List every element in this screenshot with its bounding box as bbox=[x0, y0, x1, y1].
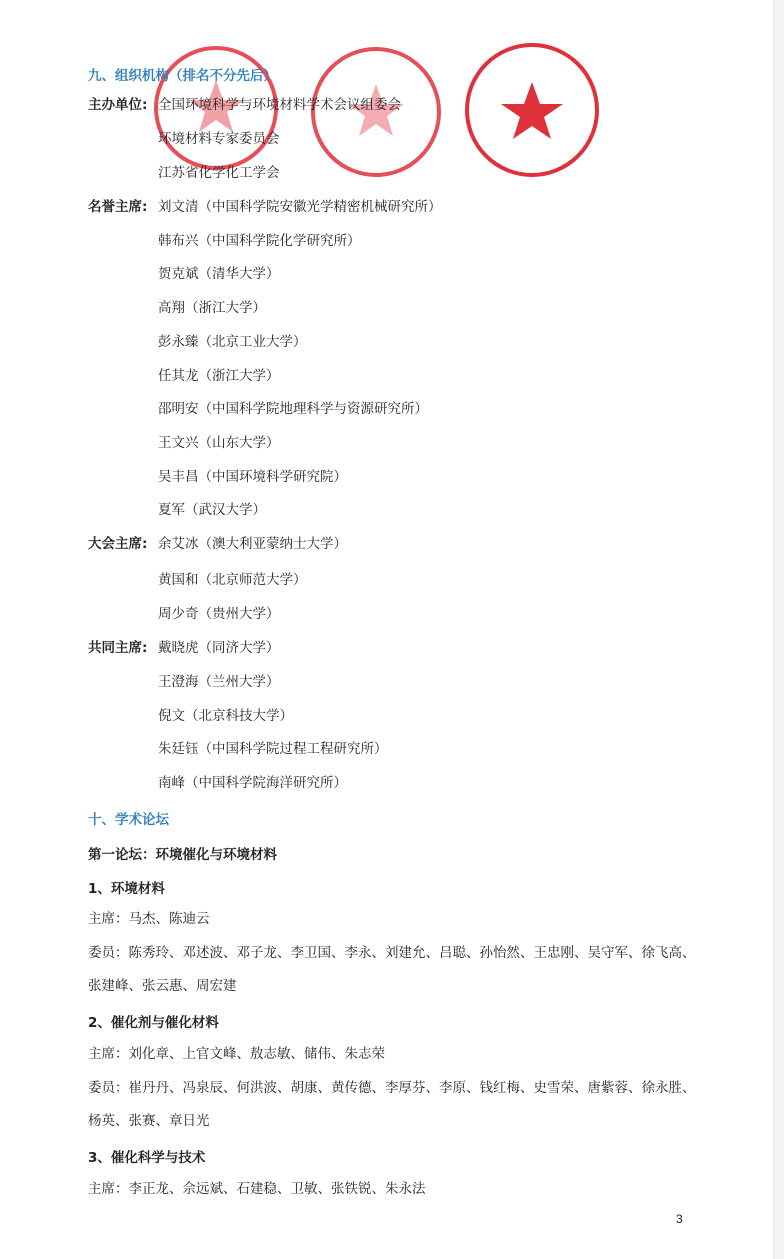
host-row bbox=[88, 96, 401, 114]
honorary-row bbox=[88, 198, 442, 216]
subforum-heading: 2、催化剂与催化材料 bbox=[88, 1015, 219, 1031]
co-chair-item: 倪文（北京科技大学） bbox=[158, 708, 293, 724]
conference-chair-item: 周少奇（贵州大学） bbox=[158, 606, 280, 622]
subforum-members-cont: 杨英、张赛、章日光 bbox=[88, 1113, 210, 1129]
co-chair-item: 朱廷钰（中国科学院过程工程研究所） bbox=[158, 741, 388, 757]
honorary-item: 邵明安（中国科学院地理科学与资源研究所） bbox=[158, 401, 428, 417]
host-item: 全国环境科学与环境材料学术会议组委会 bbox=[158, 97, 401, 113]
co-chair-row bbox=[88, 639, 280, 657]
honorary-item: 刘文清（中国科学院安徽光学精密机械研究所） bbox=[158, 199, 442, 215]
subforum-members: 委员：崔丹丹、冯泉辰、何洪波、胡康、黄传德、李厚芬、李原、钱红梅、史雪荣、唐紫蓉、徐永胜、 bbox=[88, 1080, 696, 1096]
co-chair-item: 南峰（中国科学院海洋研究所） bbox=[158, 775, 347, 791]
subforum-members: 委员：陈秀玲、邓述波、邓子龙、李卫国、李永、刘建允、吕聪、孙怡然、王忠刚、吴守军、徐飞高、 bbox=[88, 945, 696, 961]
co-chair-item: 戴晓虎（同济大学） bbox=[158, 640, 280, 656]
co-chair-label: 共同主席: bbox=[88, 640, 148, 656]
subforum-chairs: 主席：马杰、陈迪云 bbox=[88, 911, 210, 927]
honorary-item: 吴丰昌（中国环境科学研究院） bbox=[158, 469, 347, 485]
honorary-item: 韩布兴（中国科学院化学研究所） bbox=[158, 233, 361, 249]
section-heading-organization: 九、组织机构（排名不分先后） bbox=[88, 68, 277, 84]
honorary-label: 名誉主席: bbox=[88, 199, 148, 215]
subforum-chairs: 主席：李正龙、佘远斌、石建稳、卫敏、张铁锐、朱永法 bbox=[88, 1181, 426, 1197]
forum-title: 第一论坛：环境催化与环境材料 bbox=[88, 847, 277, 863]
subforum-members-cont: 张建峰、张云惠、周宏建 bbox=[88, 978, 237, 994]
section-heading-forum: 十、学术论坛 bbox=[88, 812, 169, 828]
host-label: 主办单位: bbox=[88, 97, 148, 113]
subforum-heading: 1、环境材料 bbox=[88, 881, 165, 897]
subforum-chairs: 主席：刘化章、上官文峰、敖志敏、储伟、朱志荣 bbox=[88, 1046, 385, 1062]
host-item: 环境材料专家委员会 bbox=[158, 131, 280, 147]
conference-chair-item: 黄国和（北京师范大学） bbox=[158, 572, 307, 588]
honorary-item: 高翔（浙江大学） bbox=[158, 300, 266, 316]
honorary-item: 任其龙（浙江大学） bbox=[158, 368, 280, 384]
page-number: 3 bbox=[676, 1212, 683, 1226]
conference-chair-item: 余艾冰（澳大利亚蒙纳士大学） bbox=[158, 536, 347, 552]
seal-stamp-3 bbox=[462, 40, 602, 180]
honorary-item: 贺克斌（清华大学） bbox=[158, 266, 280, 282]
conference-chair-row bbox=[88, 535, 347, 553]
subforum-heading: 3、催化科学与技术 bbox=[88, 1150, 206, 1166]
page-edge-shadow bbox=[773, 0, 784, 1259]
co-chair-item: 王澄海（兰州大学） bbox=[158, 674, 280, 690]
honorary-item: 王文兴（山东大学） bbox=[158, 435, 280, 451]
conference-chair-label: 大会主席: bbox=[88, 536, 148, 552]
honorary-item: 彭永臻（北京工业大学） bbox=[158, 334, 307, 350]
honorary-item: 夏军（武汉大学） bbox=[158, 502, 266, 518]
host-item: 江苏省化学化工学会 bbox=[158, 165, 280, 181]
